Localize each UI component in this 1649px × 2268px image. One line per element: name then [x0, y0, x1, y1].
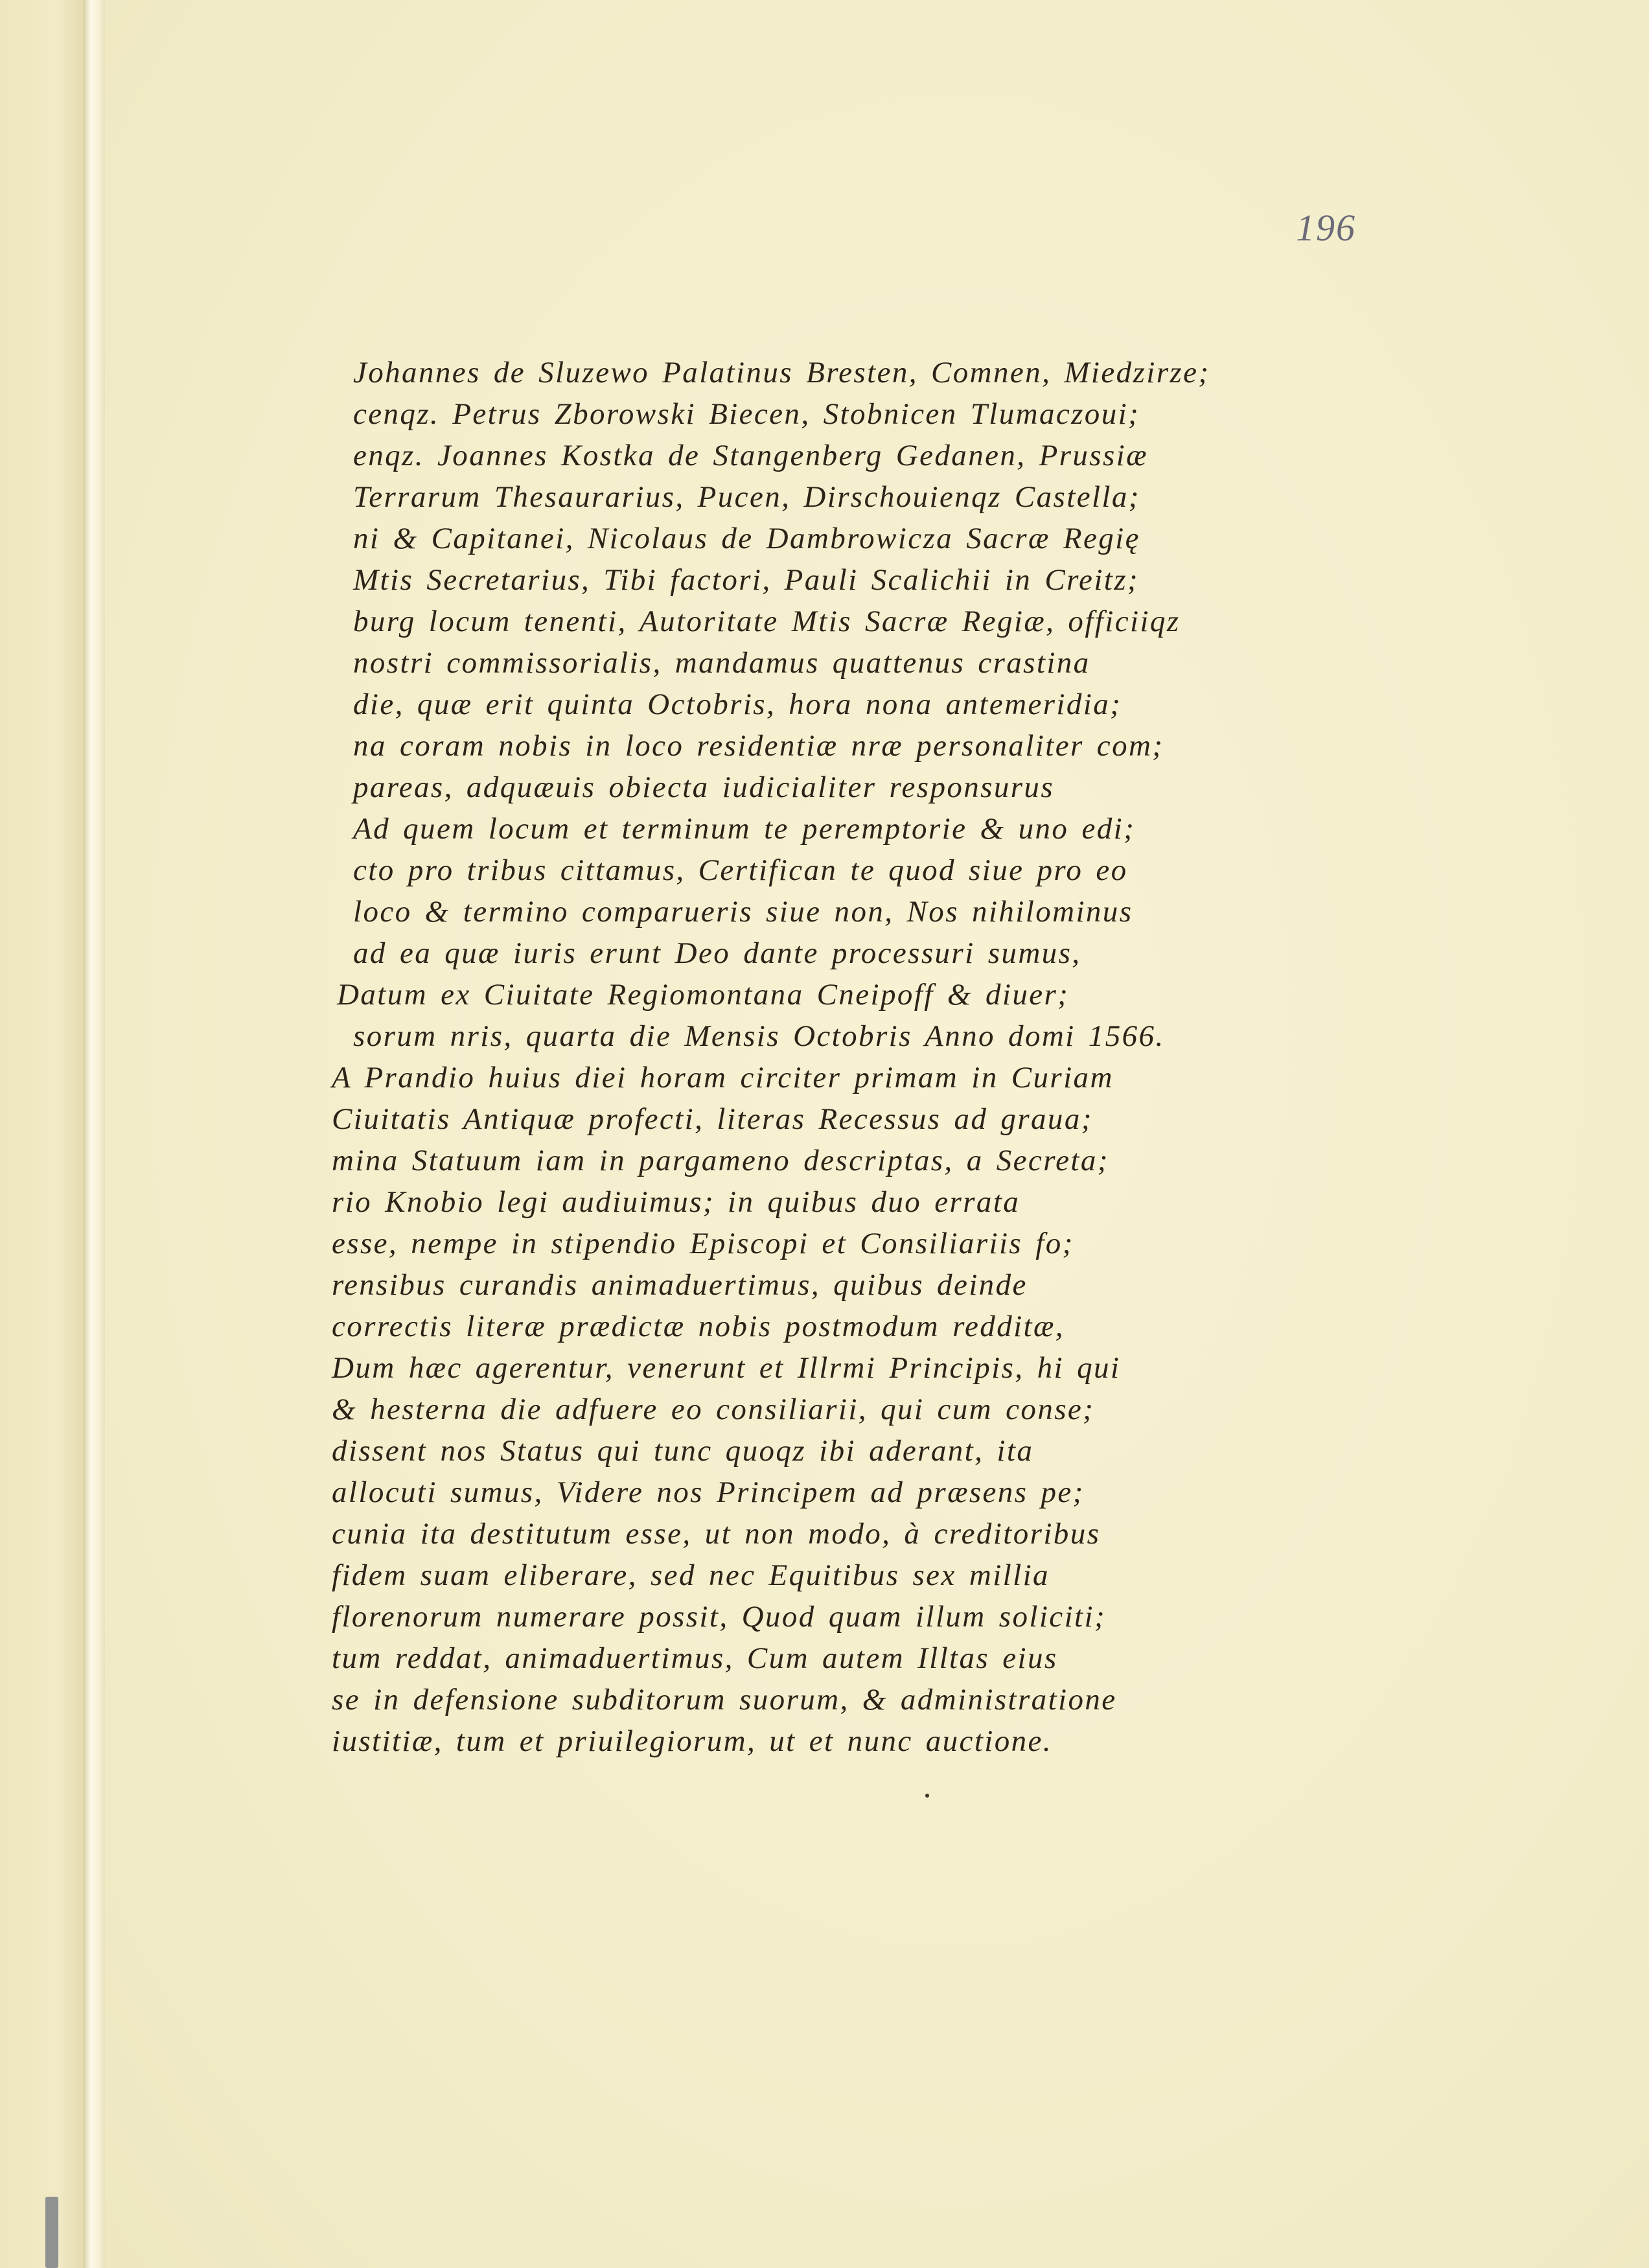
text-line: florenorum numerare possit, Quod quam illum soliciti; [332, 1600, 1106, 1634]
text-line: nostri commissorialis, mandamus quattenus crastina [353, 646, 1090, 680]
folio-number: 196 [1296, 207, 1356, 249]
text-line: enqz. Joannes Kostka de Stangenberg Gedanen, Prussiæ [353, 439, 1148, 472]
text-line: Ad quem locum et terminum te peremptorie & uno edi; [353, 812, 1136, 846]
book-gutter [83, 0, 105, 2268]
text-line: rensibus curandis animaduertimus, quibus deinde [332, 1268, 1028, 1302]
text-line: Dum hæc agerentur, venerunt et Illrmi Principis, hi qui [332, 1351, 1121, 1385]
text-line: dissent nos Status qui tunc quoqz ibi aderant, ita [332, 1434, 1034, 1468]
text-line: cenqz. Petrus Zborowski Biecen, Stobnicen Tlumaczoui; [353, 397, 1140, 431]
text-line: se in defensione subditorum suorum, & administratione [332, 1683, 1117, 1717]
text-line: allocuti sumus, Videre nos Principem ad præsens pe; [332, 1475, 1085, 1509]
text-line: Terrarum Thesaurarius, Pucen, Dirschouienqz Castella; [353, 480, 1140, 514]
text-line: fidem suam eliberare, sed nec Equitibus sex millia [332, 1558, 1050, 1592]
text-line: rio Knobio legi audiuimus; in quibus duo errata [332, 1185, 1021, 1219]
text-line: Johannes de Sluzewo Palatinus Bresten, Comnen, Miedzirze; [353, 356, 1210, 389]
ink-mark [925, 1794, 929, 1798]
text-line: mina Statuum iam in pargameno descriptas, a Secreta; [332, 1144, 1109, 1177]
text-line: pareas, adquæuis obiecta iudicialiter responsurus [353, 770, 1055, 804]
text-line: iustitiæ, tum et priuilegiorum, ut et nunc auctione. [332, 1724, 1052, 1758]
text-line: ad ea quæ iuris erunt Deo dante processuri sumus, [353, 936, 1081, 970]
text-line: burg locum tenenti, Autoritate Mtis Sacræ Regiæ, officiiqz [353, 605, 1181, 638]
text-line: A Prandio huius diei horam circiter primam in Curiam [332, 1061, 1114, 1094]
text-line: tum reddat, animaduertimus, Cum autem Illtas eius [332, 1641, 1058, 1675]
text-line: & hesterna die adfuere eo consiliarii, qui cum conse; [332, 1393, 1095, 1426]
text-line: cunia ita destitutum esse, ut non modo, à creditoribus [332, 1517, 1101, 1551]
text-line: esse, nempe in stipendio Episcopi et Consiliariis fo; [332, 1227, 1074, 1260]
text-line: na coram nobis in loco residentiæ nræ personaliter com; [353, 729, 1164, 763]
text-line: Mtis Secretarius, Tibi factori, Pauli Scalichii in Creitz; [353, 563, 1139, 597]
color-reference-tab [45, 2197, 58, 2268]
text-line: loco & termino comparueris siue non, Nos nihilominus [353, 895, 1133, 929]
previous-page-edge [0, 0, 83, 2268]
text-line: correctis literæ prædictæ nobis postmodum redditæ, [332, 1310, 1065, 1343]
text-line: Datum ex Ciuitate Regiomontana Cneipoff & diuer; [337, 978, 1070, 1012]
text-line: die, quæ erit quinta Octobris, hora nona antemeridia; [353, 688, 1122, 721]
text-line: cto pro tribus cittamus, Certifican te quod siue pro eo [353, 853, 1128, 887]
text-line: ni & Capitanei, Nicolaus de Dambrowicza Sacræ Regię [353, 522, 1140, 555]
text-line: sorum nris, quarta die Mensis Octobris Anno domi 1566. [353, 1019, 1165, 1053]
text-line: Ciuitatis Antiquæ profecti, literas Recessus ad graua; [332, 1102, 1093, 1136]
